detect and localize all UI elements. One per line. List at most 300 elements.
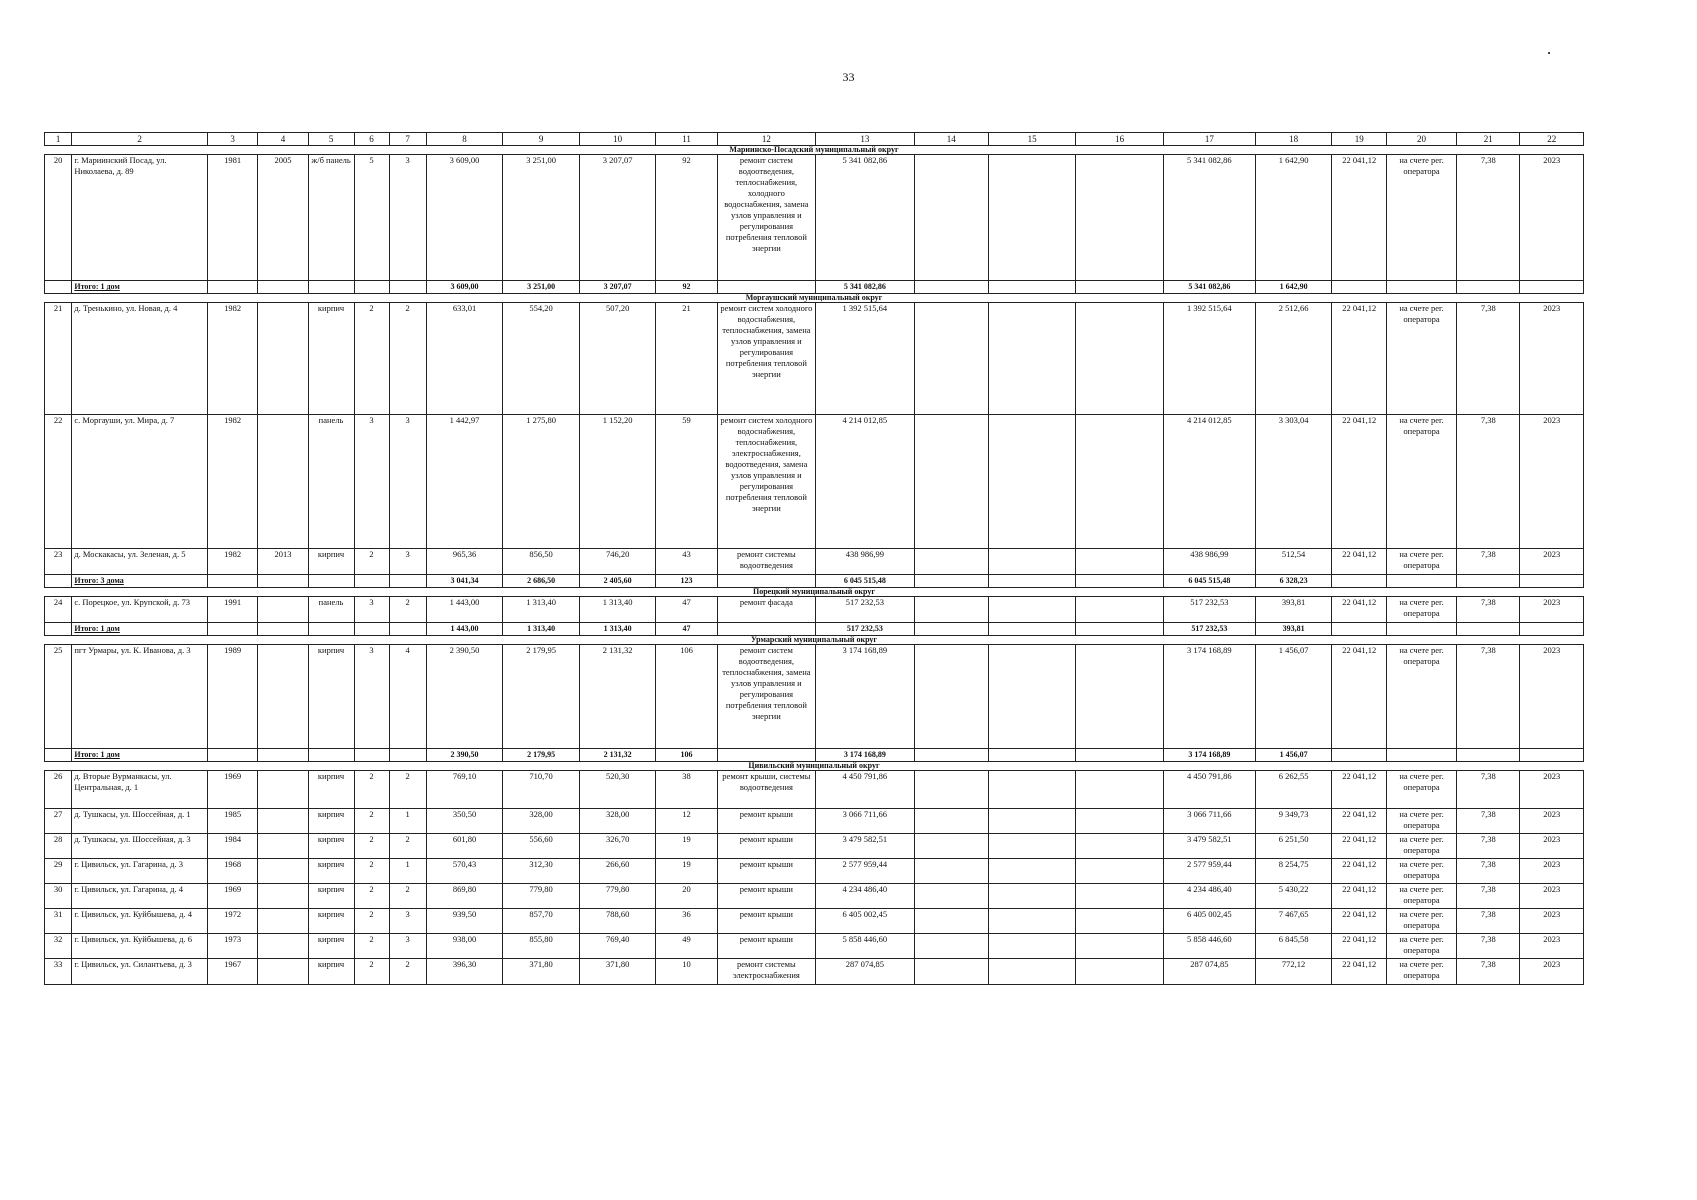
- subtotal-blank: [988, 749, 1076, 762]
- column-number: 13: [816, 133, 914, 146]
- max-cost-cell: 22 041,12: [1332, 645, 1387, 749]
- empty-cell-14: [914, 645, 988, 749]
- fund-method-cell: на счете рег. оператора: [1387, 645, 1457, 749]
- entrances-cell: 3: [389, 155, 426, 281]
- subtotal-total-cost: 3 174 168,89: [816, 749, 914, 762]
- year-built-cell: 1969: [207, 771, 257, 809]
- owner-funds-cell: 6 405 002,45: [1163, 909, 1255, 934]
- plan-year-cell: 2023: [1520, 303, 1584, 415]
- district-heading: Порецкий муниципальный округ: [45, 588, 1584, 597]
- subtotal-rooms-area: 2 686,50: [503, 575, 580, 588]
- column-number: 15: [988, 133, 1076, 146]
- living-area-cell: 520,30: [579, 771, 656, 809]
- column-number: 1: [45, 133, 72, 146]
- subtotal-blank: [1457, 281, 1520, 294]
- year-built-cell: 1973: [207, 934, 257, 959]
- district-heading: Моргаушский муниципальный округ: [45, 294, 1584, 303]
- total-area-cell: 570,43: [426, 859, 503, 884]
- living-area-cell: 507,20: [579, 303, 656, 415]
- row-number: 30: [45, 884, 72, 909]
- subtotal-blank: [1457, 575, 1520, 588]
- address-cell: пгт Урмары, ул. К. Иванова, д. 3: [72, 645, 208, 749]
- subtotal-blank: [1520, 623, 1584, 636]
- subtotal-blank: [258, 623, 308, 636]
- subtotal-blank: [45, 575, 72, 588]
- address-cell: д. Тушкасы, ул. Шоссейная, д. 3: [72, 834, 208, 859]
- subtotal-blank: [1332, 749, 1387, 762]
- table-row: [45, 155, 1584, 281]
- subtotal-residents: 123: [656, 575, 717, 588]
- subtotal-blank: [1520, 749, 1584, 762]
- rooms-area-cell: 371,80: [503, 959, 580, 985]
- table-row: [45, 809, 1584, 834]
- column-number: 5: [308, 133, 354, 146]
- total-cost-cell: 3 174 168,89: [816, 645, 914, 749]
- year-renovated-cell: [258, 959, 308, 985]
- subtotal-blank: [914, 623, 988, 636]
- subtotal-rooms-area: 2 179,95: [503, 749, 580, 762]
- work-type-cell: ремонт крыши: [717, 834, 815, 859]
- plan-year-cell: 2023: [1520, 959, 1584, 985]
- subtotal-blank: [1076, 575, 1164, 588]
- subtotal-blank: [914, 281, 988, 294]
- address-cell: г. Цивильск, ул. Гагарина, д. 3: [72, 859, 208, 884]
- subtotal-blank: [45, 749, 72, 762]
- empty-cell-15: [988, 415, 1076, 549]
- floors-cell: 2: [354, 771, 389, 809]
- table-row: [45, 884, 1584, 909]
- residents-cell: 19: [656, 834, 717, 859]
- subtotal-row: [45, 623, 1584, 636]
- subtotal-blank: [389, 749, 426, 762]
- residents-cell: 10: [656, 959, 717, 985]
- district-heading-row: [45, 294, 1584, 303]
- table-row: [45, 303, 1584, 415]
- rate-cell: 7,38: [1457, 809, 1520, 834]
- subtotal-blank: [258, 749, 308, 762]
- year-renovated-cell: [258, 303, 308, 415]
- page-number: 33: [842, 70, 855, 84]
- subtotal-blank: [45, 281, 72, 294]
- empty-cell-16: [1076, 155, 1164, 281]
- total-area-cell: 350,50: [426, 809, 503, 834]
- year-renovated-cell: [258, 859, 308, 884]
- max-cost-cell: 22 041,12: [1332, 909, 1387, 934]
- total-area-cell: 1 442,97: [426, 415, 503, 549]
- entrances-cell: 2: [389, 597, 426, 623]
- empty-cell-15: [988, 909, 1076, 934]
- column-number: 9: [503, 133, 580, 146]
- subtotal-blank: [1387, 623, 1457, 636]
- subtotal-blank: [354, 575, 389, 588]
- residents-cell: 19: [656, 859, 717, 884]
- subtotal-blank: [1332, 623, 1387, 636]
- subtotal-owner-funds: 6 045 515,48: [1163, 575, 1255, 588]
- district-heading: Урмарский муниципальный округ: [45, 636, 1584, 645]
- entrances-cell: 4: [389, 645, 426, 749]
- subtotal-cost-per-sqm: 1 642,90: [1255, 281, 1332, 294]
- column-number: 6: [354, 133, 389, 146]
- owner-funds-cell: 5 858 446,60: [1163, 934, 1255, 959]
- empty-cell-15: [988, 834, 1076, 859]
- cost-per-sqm-cell: 5 430,22: [1255, 884, 1332, 909]
- max-cost-cell: 22 041,12: [1332, 549, 1387, 575]
- work-type-cell: ремонт крыши: [717, 909, 815, 934]
- column-number: 2: [72, 133, 208, 146]
- floors-cell: 2: [354, 809, 389, 834]
- wall-material-cell: кирпич: [308, 771, 354, 809]
- empty-cell-14: [914, 155, 988, 281]
- owner-funds-cell: 517 232,53: [1163, 597, 1255, 623]
- row-number: 32: [45, 934, 72, 959]
- subtotal-blank: [717, 281, 815, 294]
- subtotal-row: [45, 749, 1584, 762]
- rooms-area-cell: 857,70: [503, 909, 580, 934]
- plan-year-cell: 2023: [1520, 415, 1584, 549]
- year-built-cell: 1968: [207, 859, 257, 884]
- total-cost-cell: 4 234 486,40: [816, 884, 914, 909]
- cost-per-sqm-cell: 6 251,50: [1255, 834, 1332, 859]
- column-number: 14: [914, 133, 988, 146]
- work-type-cell: ремонт крыши, системы водоотведения: [717, 771, 815, 809]
- cost-per-sqm-cell: 393,81: [1255, 597, 1332, 623]
- floors-cell: 2: [354, 549, 389, 575]
- work-type-cell: ремонт крыши: [717, 859, 815, 884]
- subtotal-blank: [717, 749, 815, 762]
- empty-cell-16: [1076, 934, 1164, 959]
- row-number: 27: [45, 809, 72, 834]
- entrances-cell: 1: [389, 859, 426, 884]
- empty-cell-14: [914, 303, 988, 415]
- total-area-cell: 601,80: [426, 834, 503, 859]
- fund-method-cell: на счете рег. оператора: [1387, 155, 1457, 281]
- year-built-cell: 1967: [207, 959, 257, 985]
- cost-per-sqm-cell: 6 262,55: [1255, 771, 1332, 809]
- total-area-cell: 965,36: [426, 549, 503, 575]
- rate-cell: 7,38: [1457, 597, 1520, 623]
- entrances-cell: 3: [389, 909, 426, 934]
- rate-cell: 7,38: [1457, 645, 1520, 749]
- owner-funds-cell: 3 479 582,51: [1163, 834, 1255, 859]
- owner-funds-cell: 2 577 959,44: [1163, 859, 1255, 884]
- max-cost-cell: 22 041,12: [1332, 859, 1387, 884]
- subtotal-total-cost: 6 045 515,48: [816, 575, 914, 588]
- fund-method-cell: на счете рег. оператора: [1387, 884, 1457, 909]
- rooms-area-cell: 3 251,00: [503, 155, 580, 281]
- max-cost-cell: 22 041,12: [1332, 809, 1387, 834]
- empty-cell-15: [988, 771, 1076, 809]
- max-cost-cell: 22 041,12: [1332, 884, 1387, 909]
- subtotal-blank: [258, 281, 308, 294]
- empty-cell-15: [988, 859, 1076, 884]
- row-number: 22: [45, 415, 72, 549]
- plan-year-cell: 2023: [1520, 771, 1584, 809]
- empty-cell-16: [1076, 771, 1164, 809]
- subtotal-blank: [207, 575, 257, 588]
- cost-per-sqm-cell: 9 349,73: [1255, 809, 1332, 834]
- rooms-area-cell: 856,50: [503, 549, 580, 575]
- subtotal-blank: [988, 623, 1076, 636]
- subtotal-rooms-area: 1 313,40: [503, 623, 580, 636]
- subtotal-cost-per-sqm: 393,81: [1255, 623, 1332, 636]
- subtotal-blank: [1457, 749, 1520, 762]
- subtotal-blank: [354, 281, 389, 294]
- year-renovated-cell: [258, 834, 308, 859]
- floors-cell: 2: [354, 834, 389, 859]
- empty-cell-15: [988, 884, 1076, 909]
- table-row: [45, 549, 1584, 575]
- floors-cell: 2: [354, 959, 389, 985]
- empty-cell-15: [988, 934, 1076, 959]
- year-built-cell: 1991: [207, 597, 257, 623]
- living-area-cell: 326,70: [579, 834, 656, 859]
- column-number: 19: [1332, 133, 1387, 146]
- total-cost-cell: 1 392 515,64: [816, 303, 914, 415]
- subtotal-total-area: 3 041,34: [426, 575, 503, 588]
- plan-year-cell: 2023: [1520, 884, 1584, 909]
- wall-material-cell: панель: [308, 597, 354, 623]
- owner-funds-cell: 287 074,85: [1163, 959, 1255, 985]
- table-row: [45, 645, 1584, 749]
- owner-funds-cell: 4 234 486,40: [1163, 884, 1255, 909]
- total-cost-cell: 6 405 002,45: [816, 909, 914, 934]
- empty-cell-14: [914, 415, 988, 549]
- year-renovated-cell: [258, 909, 308, 934]
- wall-material-cell: кирпич: [308, 645, 354, 749]
- rooms-area-cell: 855,80: [503, 934, 580, 959]
- total-cost-cell: 2 577 959,44: [816, 859, 914, 884]
- district-heading-row: [45, 762, 1584, 771]
- total-cost-cell: 3 479 582,51: [816, 834, 914, 859]
- subtotal-living-area: 2 405,60: [579, 575, 656, 588]
- year-built-cell: 1982: [207, 415, 257, 549]
- wall-material-cell: кирпич: [308, 809, 354, 834]
- column-number: 18: [1255, 133, 1332, 146]
- wall-material-cell: кирпич: [308, 959, 354, 985]
- work-type-cell: ремонт фасада: [717, 597, 815, 623]
- cost-per-sqm-cell: 3 303,04: [1255, 415, 1332, 549]
- subtotal-residents: 47: [656, 623, 717, 636]
- total-cost-cell: 438 986,99: [816, 549, 914, 575]
- year-built-cell: 1982: [207, 549, 257, 575]
- subtotal-blank: [1520, 281, 1584, 294]
- max-cost-cell: 22 041,12: [1332, 934, 1387, 959]
- work-type-cell: ремонт систем холодного водоснабжения, теплоснабжения, замена узлов управления и регулирования потребления тепловой энергии: [717, 303, 815, 415]
- empty-cell-16: [1076, 645, 1164, 749]
- subtotal-living-area: 2 131,32: [579, 749, 656, 762]
- year-renovated-cell: 2005: [258, 155, 308, 281]
- row-number: 25: [45, 645, 72, 749]
- total-area-cell: 769,10: [426, 771, 503, 809]
- year-renovated-cell: [258, 809, 308, 834]
- work-type-cell: ремонт крыши: [717, 884, 815, 909]
- subtotal-blank: [45, 623, 72, 636]
- living-area-cell: 746,20: [579, 549, 656, 575]
- fund-method-cell: на счете рег. оператора: [1387, 909, 1457, 934]
- entrances-cell: 3: [389, 934, 426, 959]
- owner-funds-cell: 3 066 711,66: [1163, 809, 1255, 834]
- entrances-cell: 3: [389, 549, 426, 575]
- rate-cell: 7,38: [1457, 859, 1520, 884]
- residents-cell: 20: [656, 884, 717, 909]
- rate-cell: 7,38: [1457, 771, 1520, 809]
- subtotal-blank: [914, 575, 988, 588]
- fund-method-cell: на счете рег. оператора: [1387, 834, 1457, 859]
- floors-cell: 3: [354, 415, 389, 549]
- rooms-area-cell: 779,80: [503, 884, 580, 909]
- rooms-area-cell: 710,70: [503, 771, 580, 809]
- cost-per-sqm-cell: 2 512,66: [1255, 303, 1332, 415]
- total-cost-cell: 4 450 791,86: [816, 771, 914, 809]
- subtotal-blank: [717, 575, 815, 588]
- column-number: 7: [389, 133, 426, 146]
- column-number: 10: [579, 133, 656, 146]
- entrances-cell: 2: [389, 771, 426, 809]
- rate-cell: 7,38: [1457, 909, 1520, 934]
- subtotal-blank: [354, 749, 389, 762]
- subtotal-total-cost: 5 341 082,86: [816, 281, 914, 294]
- subtotal-blank: [258, 575, 308, 588]
- district-heading-row: [45, 636, 1584, 645]
- total-cost-cell: 287 074,85: [816, 959, 914, 985]
- address-cell: с. Порецкое, ул. Крупской, д. 73: [72, 597, 208, 623]
- floors-cell: 3: [354, 597, 389, 623]
- empty-cell-16: [1076, 834, 1164, 859]
- rooms-area-cell: 1 313,40: [503, 597, 580, 623]
- total-area-cell: 1 443,00: [426, 597, 503, 623]
- rate-cell: 7,38: [1457, 303, 1520, 415]
- subtotal-blank: [308, 575, 354, 588]
- entrances-cell: 2: [389, 834, 426, 859]
- floors-cell: 3: [354, 645, 389, 749]
- row-number: 21: [45, 303, 72, 415]
- district-heading-row: [45, 588, 1584, 597]
- rooms-area-cell: 556,60: [503, 834, 580, 859]
- subtotal-blank: [354, 623, 389, 636]
- rate-cell: 7,38: [1457, 934, 1520, 959]
- plan-year-cell: 2023: [1520, 809, 1584, 834]
- column-number: 12: [717, 133, 815, 146]
- address-cell: г. Мариинский Посад, ул. Николаева, д. 89: [72, 155, 208, 281]
- living-area-cell: 371,80: [579, 959, 656, 985]
- rooms-area-cell: 312,30: [503, 859, 580, 884]
- subtotal-blank: [1520, 575, 1584, 588]
- empty-cell-14: [914, 884, 988, 909]
- scan-mark: [1548, 52, 1550, 54]
- residents-cell: 38: [656, 771, 717, 809]
- subtotal-cost-per-sqm: 1 456,07: [1255, 749, 1332, 762]
- fund-method-cell: на счете рег. оператора: [1387, 597, 1457, 623]
- subtotal-blank: [988, 575, 1076, 588]
- max-cost-cell: 22 041,12: [1332, 155, 1387, 281]
- fund-method-cell: на счете рег. оператора: [1387, 809, 1457, 834]
- empty-cell-14: [914, 934, 988, 959]
- work-type-cell: ремонт систем водоотведения, теплоснабжения, холодного водоснабжения, замена узлов управления и регулирования потребления тепловой энергии: [717, 155, 815, 281]
- fund-method-cell: на счете рег. оператора: [1387, 303, 1457, 415]
- total-cost-cell: 4 214 012,85: [816, 415, 914, 549]
- empty-cell-16: [1076, 303, 1164, 415]
- subtotal-blank: [988, 281, 1076, 294]
- residents-cell: 21: [656, 303, 717, 415]
- subtotal-blank: [1076, 623, 1164, 636]
- residents-cell: 49: [656, 934, 717, 959]
- subtotal-blank: [1387, 281, 1457, 294]
- floors-cell: 2: [354, 884, 389, 909]
- year-renovated-cell: 2013: [258, 549, 308, 575]
- column-number: 17: [1163, 133, 1255, 146]
- subtotal-blank: [207, 281, 257, 294]
- empty-cell-16: [1076, 959, 1164, 985]
- row-number: 28: [45, 834, 72, 859]
- column-number: 3: [207, 133, 257, 146]
- entrances-cell: 2: [389, 884, 426, 909]
- empty-cell-16: [1076, 809, 1164, 834]
- empty-cell-14: [914, 771, 988, 809]
- year-built-cell: 1982: [207, 303, 257, 415]
- fund-method-cell: на счете рег. оператора: [1387, 415, 1457, 549]
- column-number: 8: [426, 133, 503, 146]
- entrances-cell: 1: [389, 809, 426, 834]
- work-type-cell: ремонт систем водоотведения, теплоснабжения, замена узлов управления и регулирования потребления тепловой энергии: [717, 645, 815, 749]
- rate-cell: 7,38: [1457, 834, 1520, 859]
- subtotal-blank: [914, 749, 988, 762]
- living-area-cell: 328,00: [579, 809, 656, 834]
- subtotal-blank: [308, 281, 354, 294]
- cost-per-sqm-cell: 8 254,75: [1255, 859, 1332, 884]
- empty-cell-14: [914, 909, 988, 934]
- table-row: [45, 959, 1584, 985]
- year-built-cell: 1984: [207, 834, 257, 859]
- rooms-area-cell: 554,20: [503, 303, 580, 415]
- owner-funds-cell: 3 174 168,89: [1163, 645, 1255, 749]
- living-area-cell: 2 131,32: [579, 645, 656, 749]
- subtotal-blank: [207, 749, 257, 762]
- plan-year-cell: 2023: [1520, 645, 1584, 749]
- living-area-cell: 788,60: [579, 909, 656, 934]
- subtotal-label: Итого: 1 дом: [72, 281, 208, 294]
- work-type-cell: ремонт крыши: [717, 934, 815, 959]
- work-type-cell: ремонт крыши: [717, 809, 815, 834]
- wall-material-cell: панель: [308, 415, 354, 549]
- subtotal-total-area: 1 443,00: [426, 623, 503, 636]
- entrances-cell: 2: [389, 959, 426, 985]
- column-number: 21: [1457, 133, 1520, 146]
- fund-method-cell: на счете рег. оператора: [1387, 549, 1457, 575]
- rate-cell: 7,38: [1457, 959, 1520, 985]
- living-area-cell: 3 207,07: [579, 155, 656, 281]
- entrances-cell: 3: [389, 415, 426, 549]
- subtotal-blank: [717, 623, 815, 636]
- subtotal-owner-funds: 5 341 082,86: [1163, 281, 1255, 294]
- row-number: 26: [45, 771, 72, 809]
- subtotal-blank: [1076, 749, 1164, 762]
- address-cell: г. Цивильск, ул. Силантьева, д. 3: [72, 959, 208, 985]
- work-type-cell: ремонт системы электроснабжения: [717, 959, 815, 985]
- subtotal-blank: [1457, 623, 1520, 636]
- max-cost-cell: 22 041,12: [1332, 303, 1387, 415]
- district-heading-row: [45, 146, 1584, 155]
- living-area-cell: 769,40: [579, 934, 656, 959]
- year-built-cell: 1969: [207, 884, 257, 909]
- owner-funds-cell: 4 450 791,86: [1163, 771, 1255, 809]
- subtotal-blank: [308, 749, 354, 762]
- subtotal-blank: [389, 281, 426, 294]
- subtotal-total-cost: 517 232,53: [816, 623, 914, 636]
- year-renovated-cell: [258, 645, 308, 749]
- empty-cell-14: [914, 834, 988, 859]
- owner-funds-cell: 1 392 515,64: [1163, 303, 1255, 415]
- address-cell: г. Цивильск, ул. Гагарина, д. 4: [72, 884, 208, 909]
